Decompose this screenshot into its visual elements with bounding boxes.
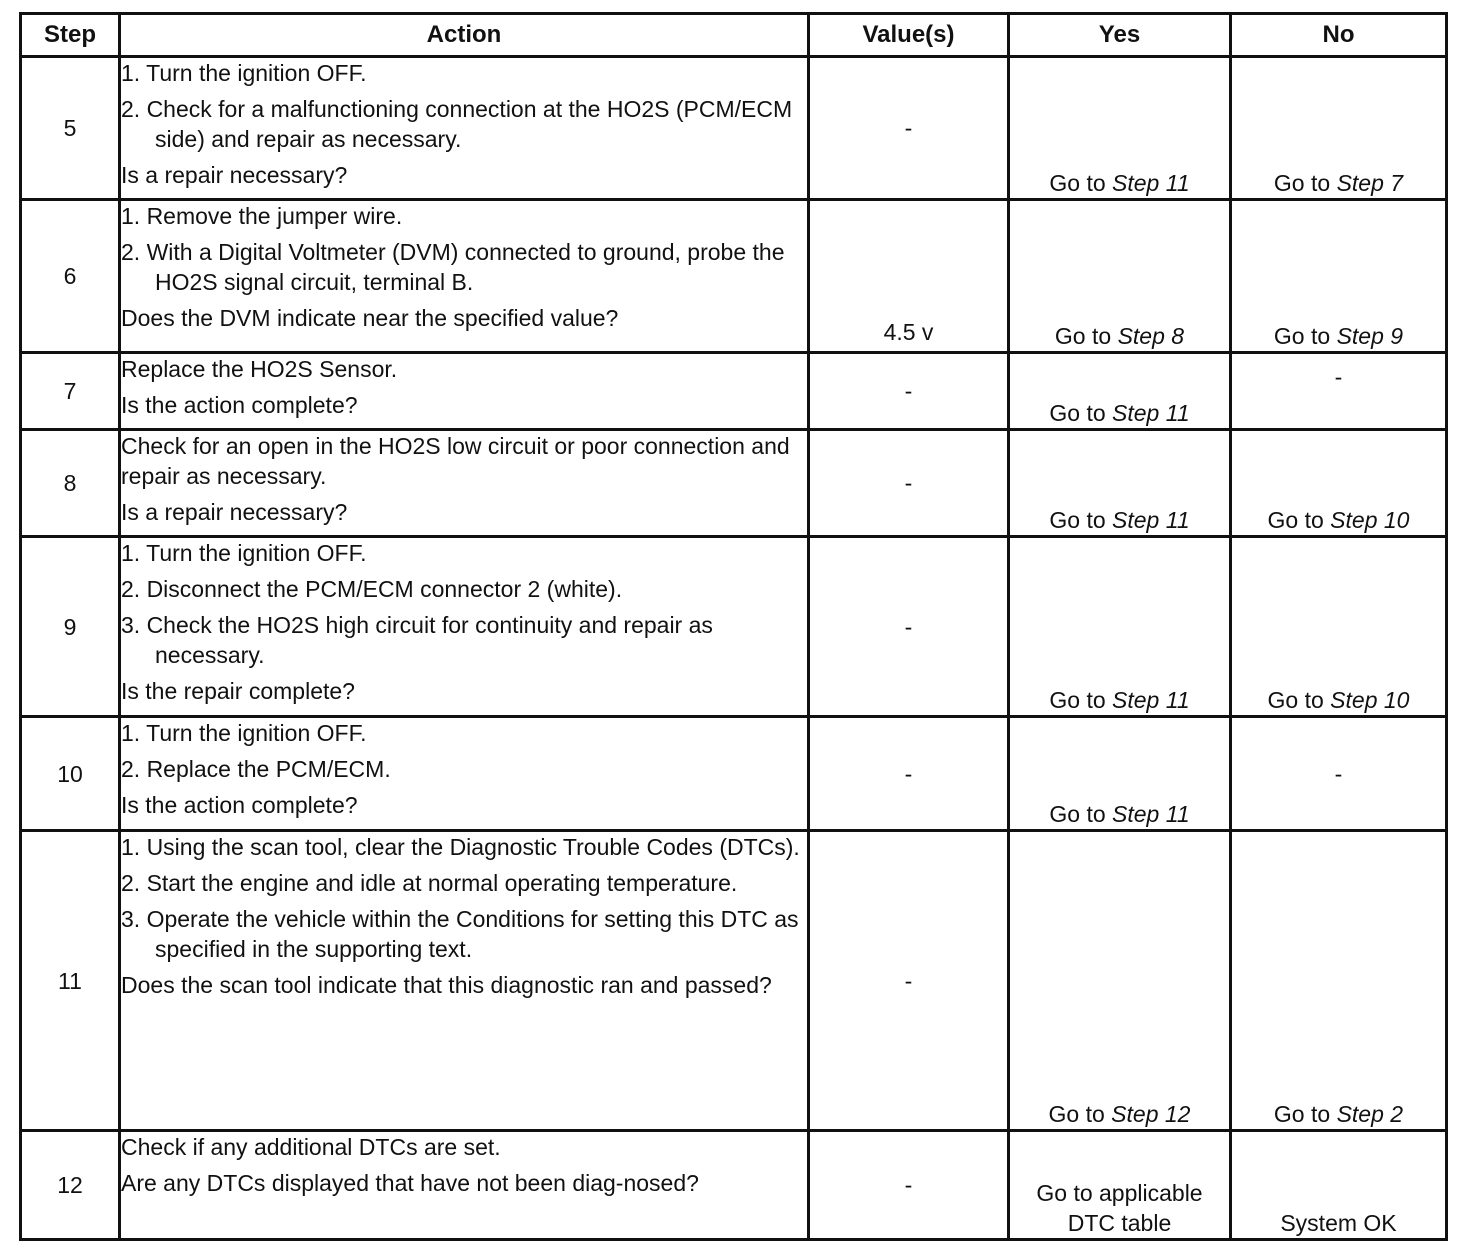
header-yes: Yes [1009,14,1231,57]
action-text: Check for an open in the HO2S low circuit or poor connection and repair as necessary. [121,433,790,489]
step-number: 5 [21,57,120,200]
diagnostic-table [19,12,1448,1241]
yes-cell [1009,353,1231,430]
value-cell [809,200,1009,353]
value-cell: - [809,1131,1009,1240]
yes-prefix: Go to [1049,801,1113,827]
value-cell: - [809,831,1009,1131]
action-text: Check if any additional DTCs are set. [121,1134,501,1160]
yes-cell [1009,57,1231,200]
no-cell: - [1231,353,1447,430]
header-action: Action [120,14,809,57]
action-item: 1. Turn the ignition OFF. [121,720,367,746]
yes-prefix: Go to [1049,507,1113,533]
yes-cell [1009,430,1231,537]
yes-step-ref: Step 11 [1112,507,1190,533]
table-row [21,200,1447,353]
no-prefix: Go to [1273,170,1337,196]
table-row [21,831,1447,1131]
action-cell [120,1131,809,1240]
no-cell [1231,200,1447,353]
yes-prefix: Go to [1049,687,1113,713]
no-cell [1231,831,1447,1131]
no-cell: - [1231,717,1447,831]
action-item: 2. Check for a malfunctioning connection at the HO2S (PCM/ECM side) and repair as necessary. [121,96,793,152]
yes-step-ref: Step 11 [1112,170,1190,196]
yes-prefix: Go to [1049,170,1113,196]
action-item: 3. Check the HO2S high circuit for continuity and repair as necessary. [121,612,713,668]
step-number: 12 [21,1131,120,1240]
action-item: 1. Using the scan tool, clear the Diagnostic Trouble Codes (DTCs). [121,834,800,860]
yes-step-ref: Step 11 [1112,400,1190,426]
action-question: Are any DTCs displayed that have not been diag-nosed? [121,1170,699,1196]
value-cell: - [809,717,1009,831]
action-cell [120,200,809,353]
action-question: Does the DVM indicate near the specified value? [121,305,619,331]
action-text: Replace the HO2S Sensor. [121,356,398,382]
yes-step-ref: Step 11 [1112,687,1190,713]
action-question: Is a repair necessary? [121,162,348,188]
action-item: 2. Disconnect the PCM/ECM connector 2 (white). [121,576,623,602]
value-cell: - [809,537,1009,717]
action-question: Is the repair complete? [121,678,355,704]
action-cell [120,57,809,200]
step-number: 6 [21,200,120,353]
table-row [21,537,1447,717]
table-row [21,717,1447,831]
no-step-ref: Step 10 [1330,507,1410,533]
yes-prefix: Go to [1048,1101,1112,1127]
yes-step-ref: Step 8 [1117,323,1185,349]
yes-cell [1009,717,1231,831]
action-item: 2. With a Digital Voltmeter (DVM) connected to ground, probe the HO2S signal circuit, terminal B. [121,239,785,295]
step-number: 8 [21,430,120,537]
no-cell: System OK [1231,1131,1447,1240]
yes-cell [1009,537,1231,717]
no-step-ref: Step 7 [1336,170,1404,196]
action-item: 2. Replace the PCM/ECM. [121,756,391,782]
header-step: Step [21,14,120,57]
value-cell: - [809,353,1009,430]
action-cell [120,537,809,717]
action-item: 1. Turn the ignition OFF. [121,540,367,566]
no-step-ref: Step 10 [1330,687,1410,713]
table-row [21,1131,1447,1240]
value-cell: - [809,430,1009,537]
yes-cell [1009,1131,1231,1240]
action-question: Is a repair necessary? [121,499,348,525]
value-cell: - [809,57,1009,200]
step-number: 9 [21,537,120,717]
no-prefix: Go to [1267,507,1331,533]
table-row [21,353,1447,430]
no-cell [1231,57,1447,200]
no-cell [1231,430,1447,537]
action-item: 3. Operate the vehicle within the Conditions for setting this DTC as specified in the supporting text. [121,906,799,962]
table-row [21,57,1447,200]
action-cell [120,717,809,831]
step-number: 7 [21,353,120,430]
step-number: 11 [21,831,120,1131]
action-question: Does the scan tool indicate that this diagnostic ran and passed? [121,972,772,998]
no-cell [1231,537,1447,717]
table-header-row [21,14,1447,57]
yes-step-ref: Step 11 [1112,801,1190,827]
step-number: 10 [21,717,120,831]
no-prefix: Go to [1273,1101,1337,1127]
header-values: Value(s) [809,14,1009,57]
action-item: 1. Turn the ignition OFF. [121,60,367,86]
no-step-ref: Step 9 [1336,323,1404,349]
yes-line: DTC table [1067,1210,1172,1236]
action-cell [120,353,809,430]
no-prefix: Go to [1273,323,1337,349]
action-item: 2. Start the engine and idle at normal operating temperature. [121,870,738,896]
yes-cell [1009,831,1231,1131]
yes-cell [1009,200,1231,353]
action-cell [120,831,809,1131]
no-prefix: Go to [1267,687,1331,713]
action-item: 1. Remove the jumper wire. [121,203,403,229]
action-question: Is the action complete? [121,792,358,818]
yes-prefix: Go to [1054,323,1118,349]
yes-step-ref: Step 12 [1111,1101,1191,1127]
value-text: 4.5 v [883,319,934,345]
yes-prefix: Go to [1049,400,1113,426]
header-no: No [1231,14,1447,57]
table-row [21,430,1447,537]
action-question: Is the action complete? [121,392,358,418]
action-cell [120,430,809,537]
yes-line: Go to applicable [1036,1180,1203,1206]
no-step-ref: Step 2 [1336,1101,1404,1127]
